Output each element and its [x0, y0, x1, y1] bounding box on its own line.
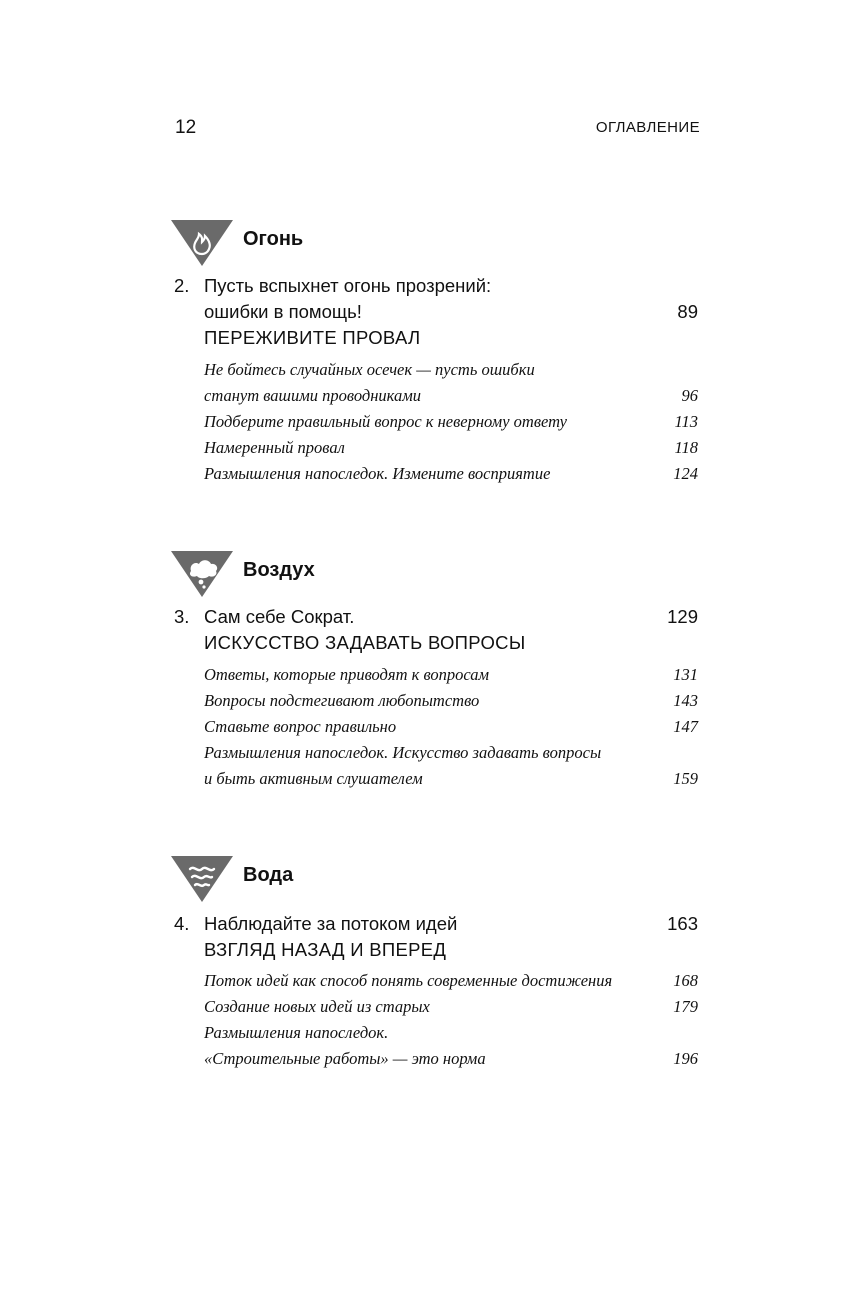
entry-page: 179: [673, 997, 698, 1016]
chapter-subtitle: ИСКУССТВО ЗАДАВАТЬ ВОПРОСЫ: [204, 632, 526, 653]
toc-entry-continuation[interactable]: и быть активным слушателем: [204, 769, 423, 788]
entry-page: 168: [673, 971, 698, 990]
toc-entry[interactable]: Вопросы подстегивают любопытство: [204, 691, 480, 710]
toc-entry[interactable]: Размышления напоследок.: [204, 1023, 389, 1042]
entry-page: 196: [673, 1049, 698, 1068]
chapter-title-line: Пусть вспыхнет огонь прозрений:: [204, 275, 492, 296]
toc-entry[interactable]: Намеренный провал: [204, 438, 345, 457]
chapter-title-line: ошибки в помощь!: [204, 301, 362, 322]
chapter-number: 4.: [174, 913, 190, 934]
chapter-entry[interactable]: [174, 911, 698, 965]
chapter-entry[interactable]: [174, 604, 698, 658]
section-heading: [171, 220, 471, 266]
toc-entry[interactable]: Ставьте вопрос правильно: [204, 717, 397, 736]
entry-page: 159: [673, 769, 698, 788]
chapter-subtitle: ВЗГЛЯД НАЗАД И ВПЕРЕД: [204, 939, 447, 960]
toc-entry[interactable]: Подберите правильный вопрос к неверному ответу: [204, 412, 567, 431]
chapter-number: 3.: [174, 606, 190, 627]
toc-entry[interactable]: Не бойтесь случайных осечек — пусть ошибки: [204, 360, 535, 379]
entry-list: [204, 971, 698, 1075]
entry-list: [204, 360, 698, 490]
toc-entry[interactable]: Ответы, которые приводят к вопросам: [204, 665, 490, 684]
chapter-page: 89: [677, 301, 698, 322]
toc-entry[interactable]: Создание новых идей из старых: [204, 997, 430, 1016]
water-waves-icon: [171, 856, 233, 902]
chapter-entry[interactable]: [174, 273, 698, 353]
toc-entry[interactable]: Размышления напоследок. Искусство задавать вопросы: [204, 743, 602, 762]
entry-page: 118: [674, 438, 698, 457]
section-heading: [171, 856, 471, 902]
chapter-page: 163: [667, 913, 698, 934]
chapter-title-line: Наблюдайте за потоком идей: [204, 913, 458, 934]
chapter-page: 129: [667, 606, 698, 627]
entry-page: 143: [673, 691, 698, 710]
chapter-subtitle: ПЕРЕЖИВИТЕ ПРОВАЛ: [204, 327, 421, 348]
entry-page: 131: [673, 665, 698, 684]
fire-icon: [171, 220, 233, 266]
cloud-icon: [171, 551, 233, 597]
element-title: Воздух: [243, 559, 315, 581]
entry-page: 147: [673, 717, 698, 736]
chapter-title-line: Сам себе Сократ.: [204, 606, 355, 627]
running-head: ОГЛАВЛЕНИЕ: [595, 119, 700, 136]
toc-entry[interactable]: Поток идей как способ понять современные достижения: [204, 971, 613, 990]
entry-page: 124: [673, 464, 698, 483]
toc-entry-continuation[interactable]: «Строительные работы» — это норма: [204, 1049, 486, 1068]
entry-page: 113: [674, 412, 698, 431]
section-heading: [171, 551, 471, 597]
chapter-number: 2.: [174, 275, 190, 296]
toc-entry[interactable]: Размышления напоследок. Измените восприятие: [204, 464, 551, 483]
page-number: 12: [175, 117, 197, 138]
entry-list: [204, 665, 698, 795]
toc-entry-continuation[interactable]: станут вашими проводниками: [204, 386, 421, 405]
element-title: Огонь: [243, 228, 304, 250]
element-title: Вода: [243, 864, 294, 886]
entry-page: 96: [681, 386, 698, 405]
